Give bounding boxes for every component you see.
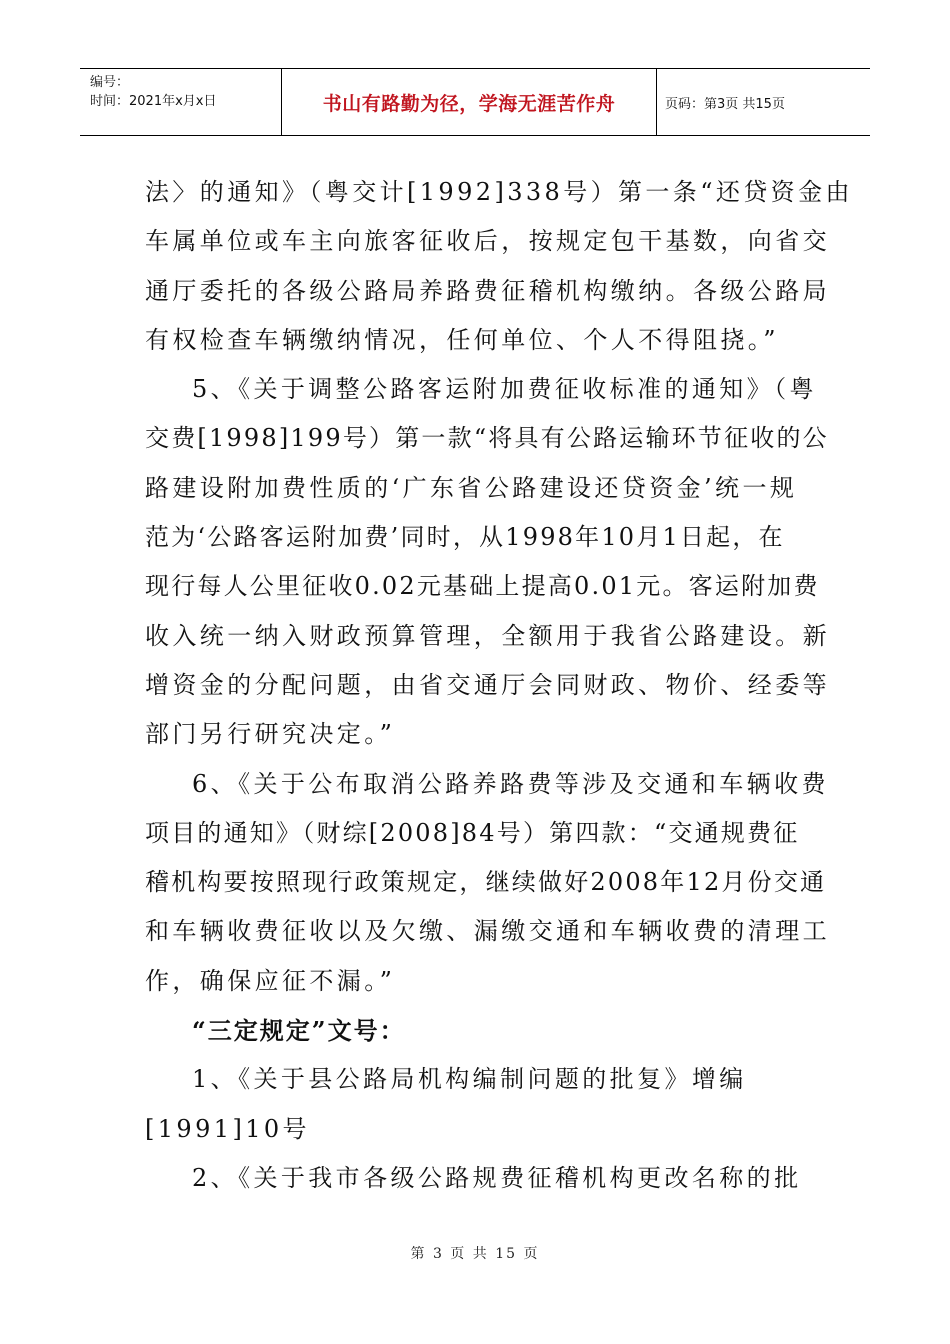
page-footer <box>0 1243 950 1263</box>
section-heading: “三定规定”文号： <box>192 1016 406 1046</box>
document-number-label: 编号： <box>90 75 130 90</box>
body-line: 有权检查车辆缴纳情况，任何单位、个人不得阻挠。” <box>145 325 779 354</box>
header-motto-cell <box>282 69 657 135</box>
header-motto: 书山有路勤为径，学海无涯苦作舟 <box>322 92 616 115</box>
body-line: 现行每人公里征收0.02元基础上提高0.01元。客运附加费 <box>145 572 820 601</box>
body-line: 交费[1998]199号）第一款“将具有公路运输环节征收的公 <box>145 424 829 453</box>
body-line: 5、《关于调整公路客运附加费征收标准的通知》（粤 <box>192 375 817 404</box>
header-meta-cell <box>80 69 282 135</box>
body-line: 6、《关于公布取消公路养路费等涉及交通和车辆收费 <box>192 769 829 798</box>
body-line: 稽机构要按照现行政策规定，继续做好2008年12月份交通 <box>145 868 827 897</box>
document-body <box>145 168 853 1203</box>
page-header <box>80 68 870 136</box>
body-line: 法〉的通知》（粤交计[1992]338号）第一条“还贷资金由 <box>145 178 853 206</box>
footer-page-number: 第 3 页 共 15 页 <box>410 1246 540 1262</box>
header-page-cell <box>657 69 870 135</box>
header-page-info: 页码：第3页 共15页 <box>665 96 785 112</box>
body-line: 车属单位或车主向旅客征收后，按规定包干基数，向省交 <box>145 227 830 256</box>
body-line: 和车辆收费征收以及欠缴、漏缴交通和车辆收费的清理工 <box>145 917 830 946</box>
body-line: 增资金的分配问题，由省交通厅会同财政、物价、经委等 <box>145 670 830 699</box>
body-line: 2、《关于我市各级公路规费征稽机构更改名称的批 <box>192 1163 802 1192</box>
body-line: 范为‘公路客运附加费’同时，从1998年10月1日起，在 <box>145 523 785 552</box>
body-line: 1、《关于县公路局机构编制问题的批复》增编 <box>192 1065 747 1094</box>
body-line: 路建设附加费性质的‘广东省公路建设还贷资金’统一规 <box>145 473 798 502</box>
document-time-label: 时间：2021年x月x日 <box>90 94 217 109</box>
body-line: 项目的通知》（财综[2008]84号）第四款：“交通规费征 <box>145 818 800 847</box>
body-line: 部门另行研究决定。” <box>145 720 396 749</box>
body-line: 通厅委托的各级公路局养路费征稽机构缴纳。各级公路局 <box>145 276 830 305</box>
body-line: 收入统一纳入财政预算管理，全额用于我省公路建设。新 <box>145 621 830 650</box>
body-line: [1991]10号 <box>145 1114 310 1143</box>
body-line: 作，确保应征不漏。” <box>145 966 396 995</box>
